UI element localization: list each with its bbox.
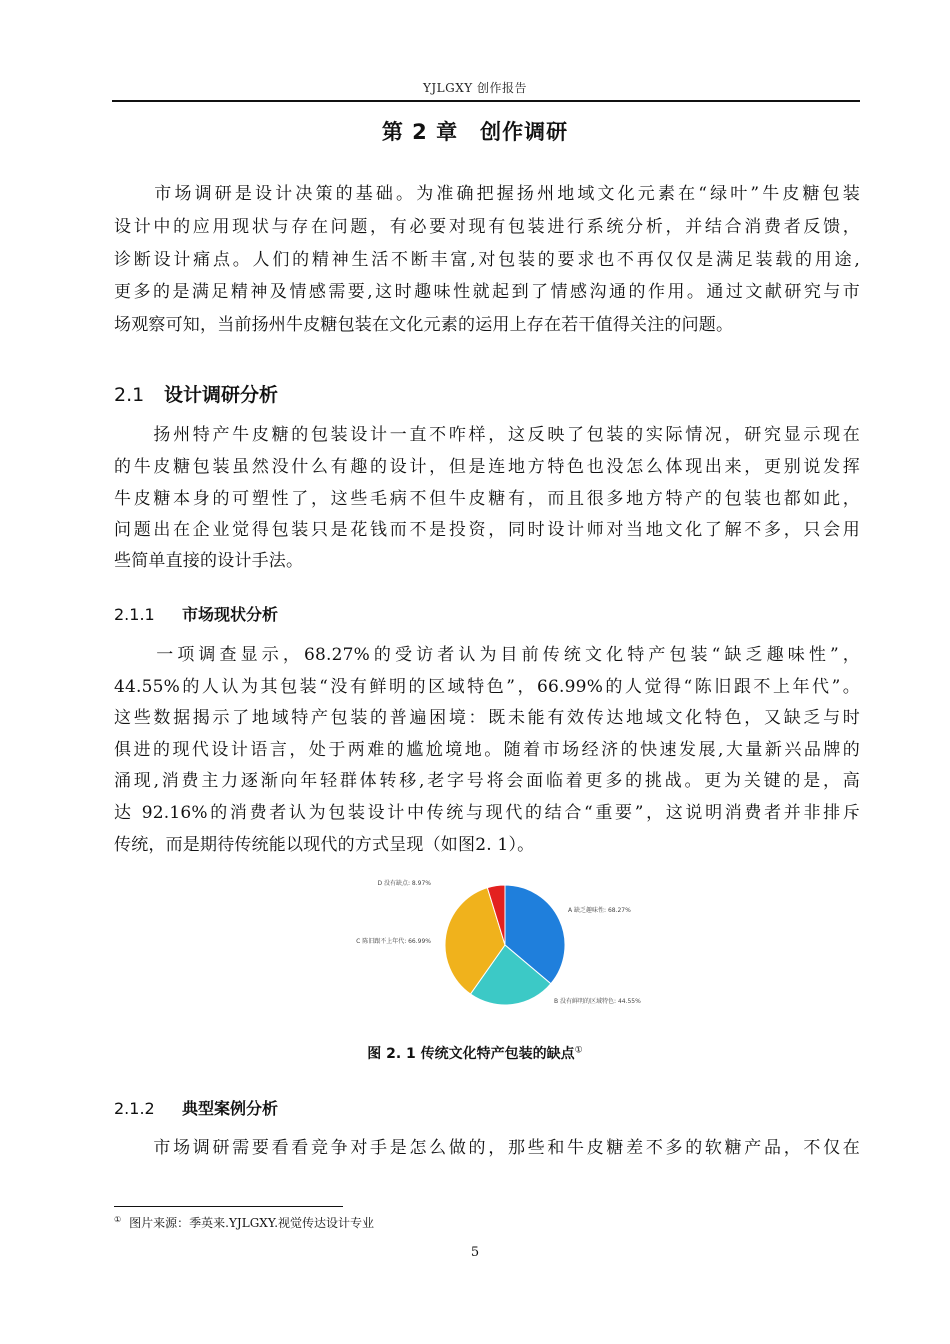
- pie-label: A 缺乏趣味性: 68.27%: [568, 907, 631, 914]
- paragraph-line: 44.55%的人认为其包装“没有鲜明的区域特色”，66.99%的人觉得“陈旧跟不上年代”。: [114, 677, 860, 697]
- figure-caption: [0, 1043, 950, 1063]
- paragraph-line: 些简单直接的设计手法。: [114, 551, 304, 571]
- subsection-heading-2-1-2: [114, 1096, 278, 1119]
- section-number: 2.1: [114, 384, 145, 406]
- paragraph-line: 更多的是满足精神及情感需要,这时趣味性就起到了情感沟通的作用。通过文献研究与市: [114, 282, 860, 302]
- paragraph-line: 场观察可知，当前扬州牛皮糖包装在文化元素的运用上存在若干值得关注的问题。: [114, 315, 734, 335]
- footnote-rule: [114, 1206, 343, 1207]
- paragraph-line: 的牛皮糖包装虽然没什么有趣的设计，但是连地方特色也没怎么体现出来，更别说发挥: [114, 457, 860, 477]
- paragraph-line: 涌现,消费主力逐渐向年轻群体转移,老字号将会面临着更多的挑战。更为关键的是，高: [114, 771, 860, 791]
- subsection-title: 典型案例分析: [182, 1099, 279, 1118]
- paragraph-line: 设计中的应用现状与存在问题，有必要对现有包装进行系统分析，并结合消费者反馈，: [114, 217, 860, 237]
- pie-label: C 陈旧跟不上年代: 66.99%: [356, 938, 431, 945]
- paragraph-line: 问题出在企业觉得包装只是花钱而不是投资，同时设计师对当地文化了解不多，只会用: [114, 520, 860, 540]
- paragraph-line: 这些数据揭示了地域特产包装的普遍困境：既未能有效传达地域文化特色，又缺乏与时: [114, 708, 860, 728]
- paragraph-line: 牛皮糖本身的可塑性了，这些毛病不但牛皮糖有，而且很多地方特产的包装也都如此，: [114, 489, 860, 509]
- chapter-number: 第 2 章: [381, 120, 459, 144]
- paragraph-line: 诊断设计痛点。人们的精神生活不断丰富,对包装的要求也不再仅仅是满足装载的用途,: [114, 250, 860, 270]
- subsection-heading-2-1-1: [114, 602, 278, 625]
- paragraph-line: 传统，而是期待传统能以现代的方式呈现（如图2. 1）。: [114, 835, 535, 855]
- paragraph-line: 俱进的现代设计语言，处于两难的尴尬境地。随着市场经济的快速发展,大量新兴品牌的: [114, 740, 860, 760]
- chapter-title: [0, 116, 950, 146]
- running-header: YJLGXY 创作报告: [422, 81, 528, 95]
- subsection-title: 市场现状分析: [182, 605, 279, 624]
- footnote-text: 图片来源：季英来.YJLGXY.视觉传达设计专业: [129, 1216, 375, 1230]
- subsection-number: 2.1.1: [114, 605, 155, 624]
- footnote-mark: ①: [114, 1215, 122, 1224]
- subsection-number: 2.1.2: [114, 1099, 155, 1118]
- footnote: [114, 1214, 374, 1231]
- paragraph-line: 市场调研需要看看竞争对手是怎么做的，那些和牛皮糖差不多的软糖产品，不仅在: [114, 1138, 860, 1158]
- section-heading-2-1: [114, 380, 278, 407]
- section-title: 设计调研分析: [164, 384, 279, 406]
- figure-caption-text: 图 2. 1 传统文化特产包装的缺点: [367, 1046, 575, 1062]
- paragraph-line: 市场调研是设计决策的基础。为准确把握扬州地域文化元素在“绿叶”牛皮糖包装: [114, 184, 860, 204]
- pie-chart: [340, 870, 650, 1015]
- paragraph-line: 扬州特产牛皮糖的包装设计一直不咋样，这反映了包装的实际情况，研究显示现在: [114, 425, 860, 445]
- footnote-reference: ①: [574, 1045, 583, 1056]
- pie-label: D 没有缺点: 8.97%: [377, 880, 431, 887]
- header-rule: [112, 100, 860, 102]
- pie-label: B 没有鲜明的区域特色: 44.55%: [554, 998, 641, 1005]
- paragraph-line: 达 92.16%的消费者认为包装设计中传统与现代的结合“重要”，这说明消费者并非排斥: [114, 803, 860, 823]
- page-number: 5: [470, 1245, 480, 1260]
- chapter-name: 创作调研: [480, 120, 569, 144]
- paragraph-line: 一项调查显示，68.27%的受访者认为目前传统文化特产包装“缺乏趣味性”，: [114, 645, 860, 665]
